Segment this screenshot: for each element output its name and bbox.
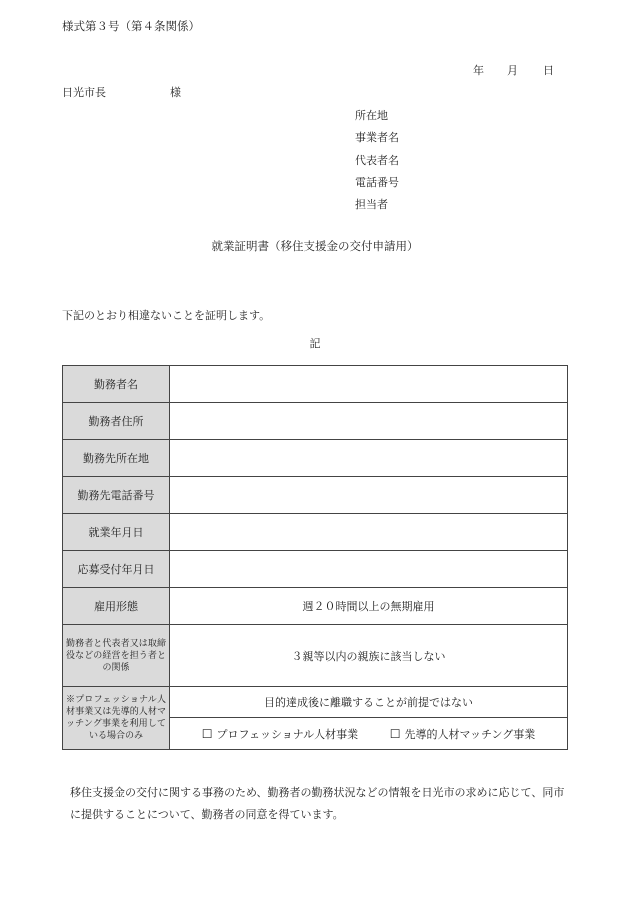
- worker-address-label: 勤務者住所: [63, 403, 170, 440]
- professional-options: [170, 718, 568, 750]
- employment-date-label: 就業年月日: [63, 514, 170, 551]
- issuer-representative-label: 代表者名: [355, 154, 399, 167]
- table-row: [63, 588, 568, 625]
- option-professional-label: プロフェッショナル人材事業: [216, 727, 359, 741]
- relation-label: 勤務者と代表者又は取締役などの経営を担う者との関係: [63, 625, 170, 687]
- table-row: [63, 551, 568, 588]
- workplace-address-field[interactable]: [170, 440, 568, 477]
- professional-label: ※プロフェッショナル人材事業又は先導的人材マッチング事業を利用している場合のみ: [63, 687, 170, 750]
- workplace-phone-label: 勤務先電話番号: [63, 477, 170, 514]
- table-row: [63, 514, 568, 551]
- addressee: 日光市長: [62, 86, 106, 99]
- date-month-label: 月: [507, 64, 518, 77]
- employment-date-field[interactable]: [170, 514, 568, 551]
- option-professional[interactable]: [202, 726, 358, 742]
- issuer-address-label: 所在地: [355, 109, 388, 122]
- table-row: [63, 687, 568, 718]
- checkbox-icon[interactable]: ☐: [201, 726, 213, 741]
- document-title: 就業証明書（移住支援金の交付申請用）: [211, 239, 419, 253]
- table-row: [63, 403, 568, 440]
- option-leading-matching-label: 先導的人材マッチング事業: [404, 727, 536, 741]
- professional-condition-value: 目的達成後に離職することが前提ではない: [170, 687, 568, 718]
- employment-type-value: 週２０時間以上の無期雇用: [170, 588, 568, 625]
- certify-statement: 下記のとおり相違ないことを証明します。: [62, 309, 271, 322]
- application-date-label: 応募受付年月日: [63, 551, 170, 588]
- table-row: [63, 440, 568, 477]
- relation-value: ３親等以内の親族に該当しない: [170, 625, 568, 687]
- issuer-company-label: 事業者名: [355, 131, 399, 144]
- date-year-label: 年: [473, 64, 484, 77]
- table-row: [63, 477, 568, 514]
- application-date-field[interactable]: [170, 551, 568, 588]
- addressee-honorific: 様: [170, 86, 181, 99]
- worker-name-label: 勤務者名: [63, 366, 170, 403]
- checkbox-icon[interactable]: ☐: [389, 726, 401, 741]
- employment-certificate-table: [62, 365, 568, 750]
- issuer-phone-label: 電話番号: [355, 176, 399, 189]
- employment-type-label: 雇用形態: [63, 588, 170, 625]
- date-day-label: 日: [543, 64, 554, 77]
- form-number: 様式第３号（第４条関係）: [62, 19, 200, 33]
- workplace-phone-field[interactable]: [170, 477, 568, 514]
- table-row: [63, 625, 568, 687]
- worker-address-field[interactable]: [170, 403, 568, 440]
- option-leading-matching[interactable]: [390, 726, 536, 742]
- workplace-address-label: 勤務先所在地: [63, 440, 170, 477]
- consent-statement: 移住支援金の交付に関する事務のため、勤務者の勤務状況などの情報を日光市の求めに応じて、同市に提供することについて、勤務者の同意を得ています。: [70, 786, 565, 821]
- issuer-contact-label: 担当者: [355, 198, 388, 211]
- table-row: [63, 366, 568, 403]
- worker-name-field[interactable]: [170, 366, 568, 403]
- ki-heading: 記: [309, 337, 321, 350]
